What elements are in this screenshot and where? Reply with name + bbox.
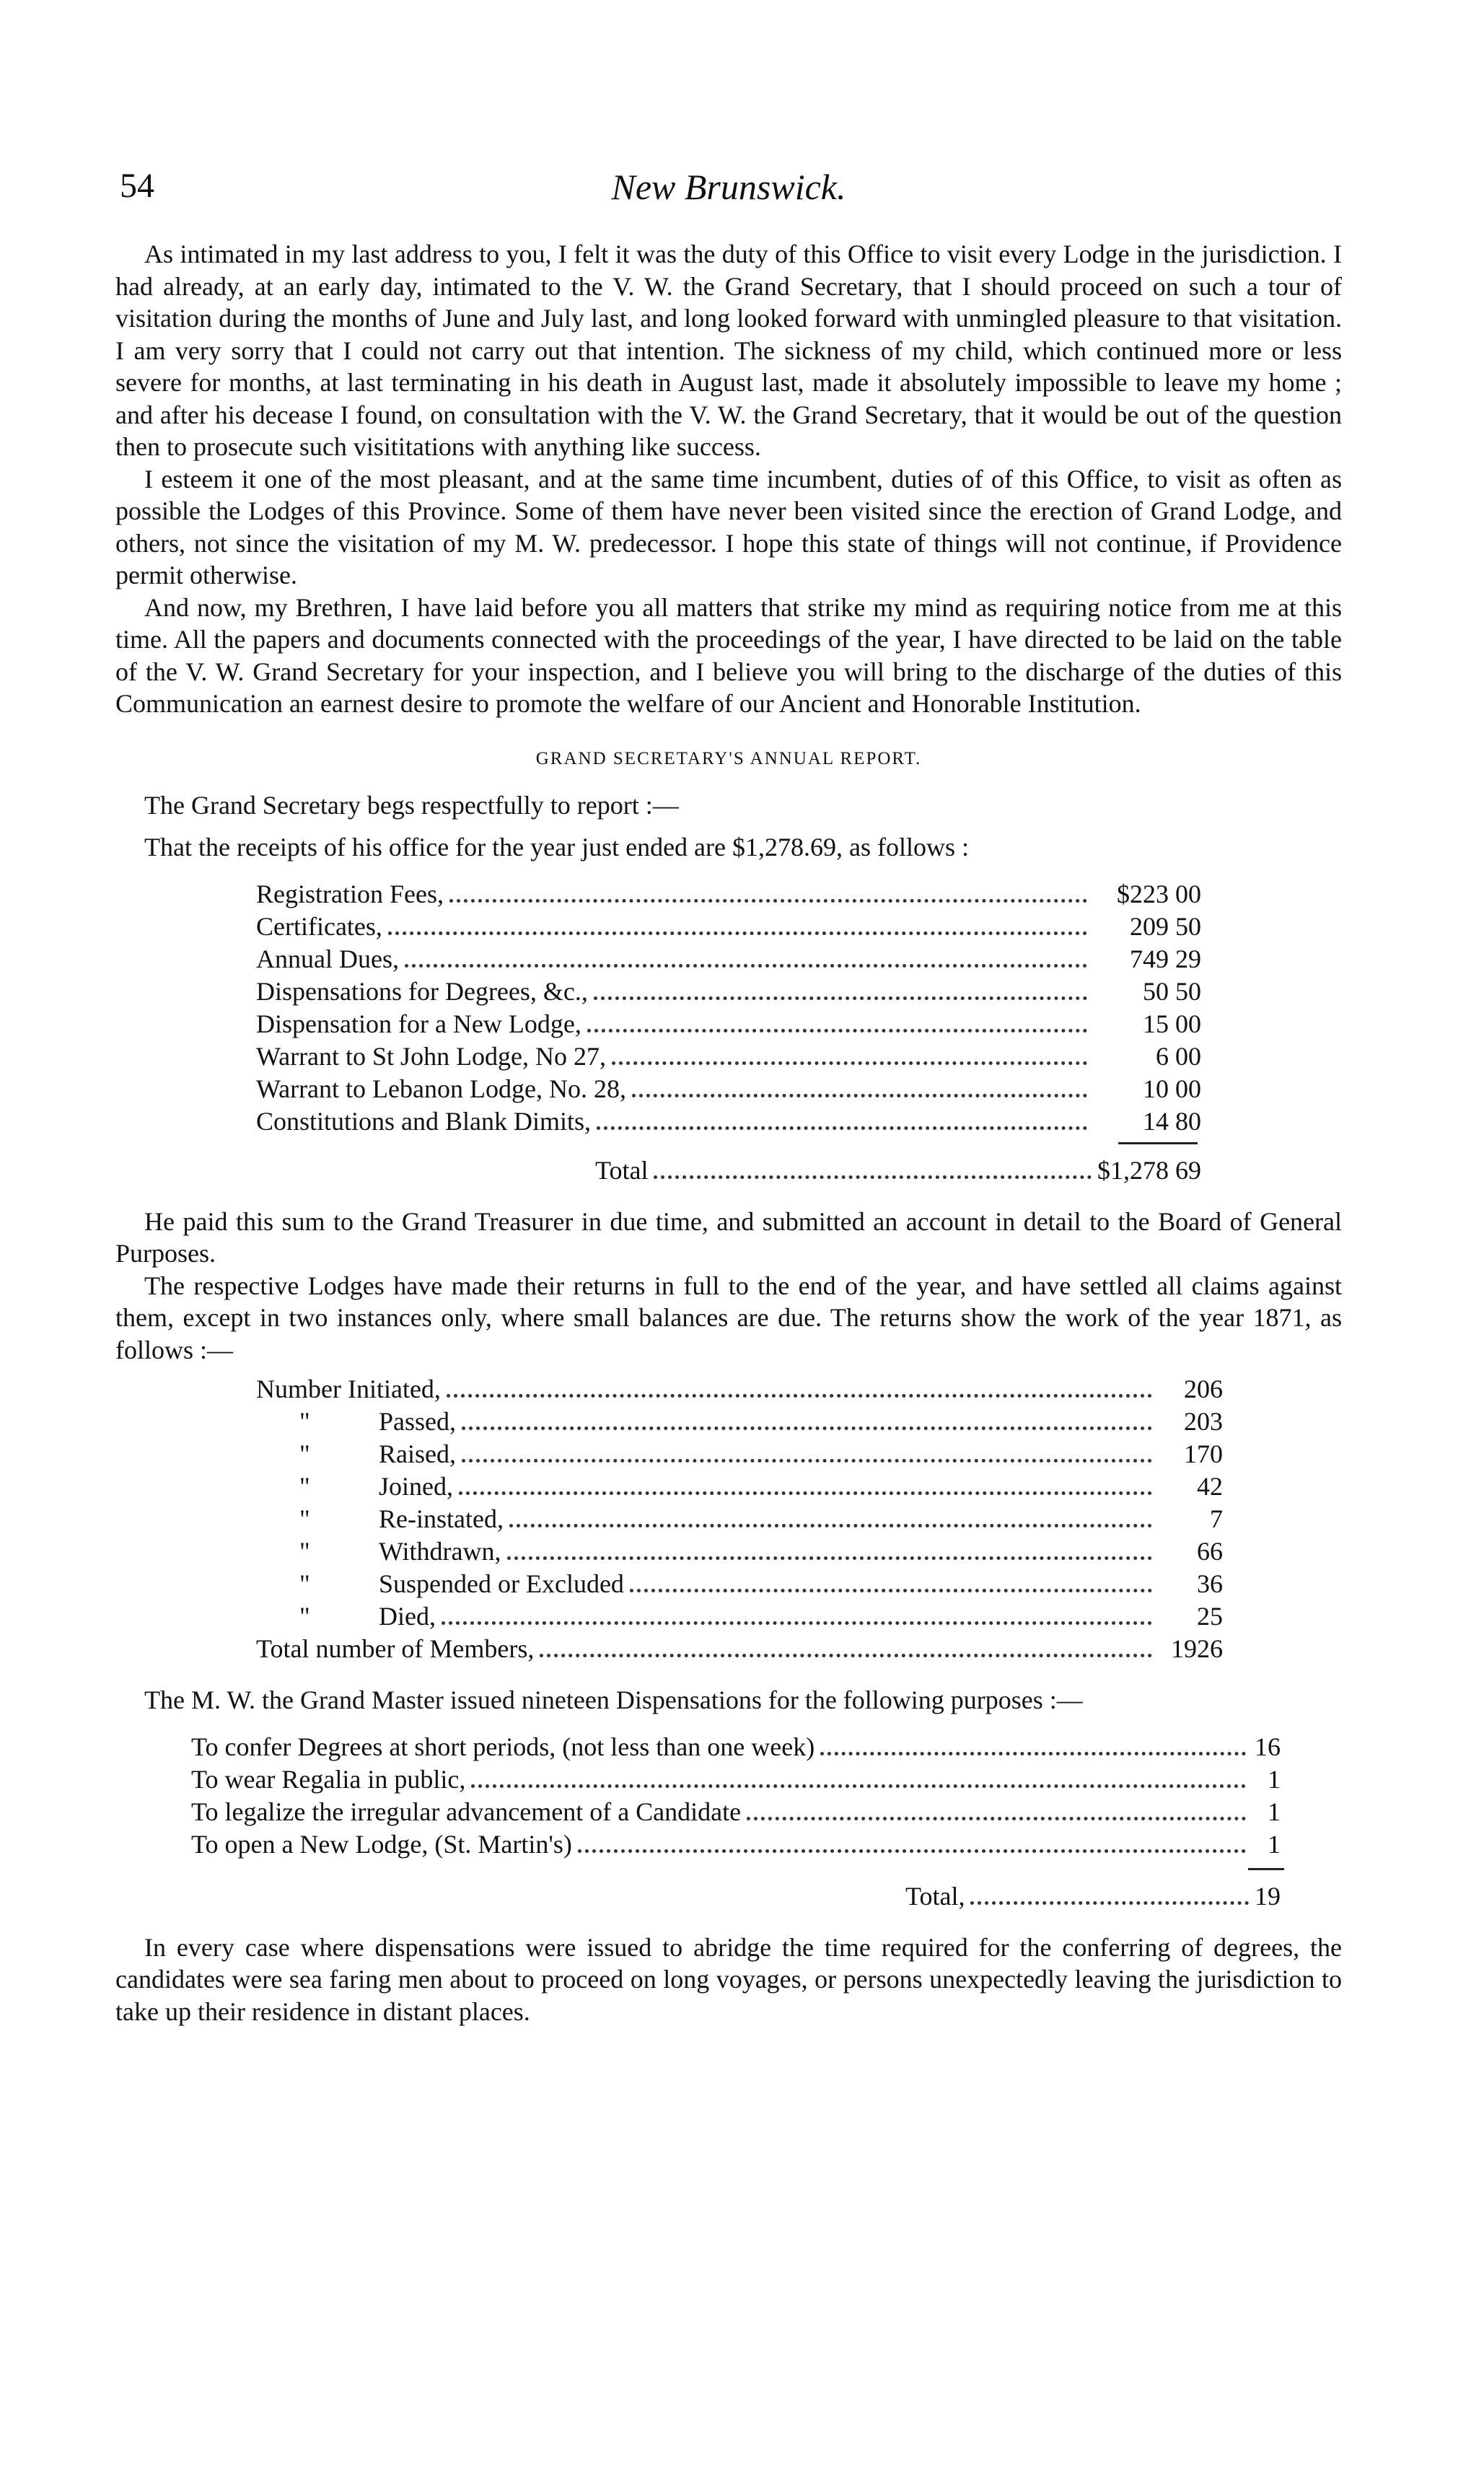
leader-dots — [594, 996, 1087, 1000]
receipt-amount: 749 29 — [1130, 944, 1201, 973]
leader-dots — [509, 1524, 1152, 1527]
leader-dots — [449, 899, 1087, 903]
dispensation-row — [191, 1828, 1281, 1861]
receipt-amount: 15 00 — [1143, 1009, 1201, 1038]
receipt-label: Certificates, — [256, 911, 382, 941]
receipt-row — [256, 878, 1201, 911]
receipt-row — [256, 1073, 1201, 1105]
report-intro-1: The Grand Secretary begs respectfully to report :— — [144, 790, 679, 820]
ditto-mark: " — [299, 1602, 310, 1631]
returns-label: Joined, — [379, 1472, 453, 1501]
returns-label: Suspended or Excluded — [379, 1569, 624, 1598]
receipt-amount: $223 00 — [1117, 879, 1201, 908]
leader-dots — [459, 1491, 1152, 1495]
returns-row — [256, 1535, 1223, 1568]
returns-value: 1926 — [1171, 1634, 1223, 1663]
receipt-label: Annual Dues, — [256, 944, 399, 973]
receipt-label: Dispensation for a New Lodge, — [256, 1009, 581, 1038]
dispensation-value: 16 — [1255, 1732, 1281, 1761]
returns-label: Raised, — [379, 1439, 456, 1468]
leader-dots — [970, 1901, 1249, 1905]
dispensation-row — [191, 1763, 1281, 1796]
leader-dots — [462, 1459, 1152, 1463]
ditto-mark: " — [299, 1472, 310, 1501]
receipt-amount: 50 50 — [1143, 976, 1201, 1006]
returns-value: 25 — [1197, 1602, 1223, 1631]
dispensation-row — [191, 1731, 1281, 1763]
leader-dots — [462, 1426, 1152, 1430]
receipt-row — [256, 1040, 1201, 1073]
returns-label: Re-instated, — [379, 1504, 504, 1533]
dispensation-label: To confer Degrees at short periods, (not less than one week) — [191, 1732, 815, 1761]
ditto-mark: " — [299, 1439, 310, 1468]
leader-dots — [507, 1556, 1152, 1560]
dispensation-value: 1 — [1268, 1764, 1281, 1794]
ditto-mark: " — [299, 1569, 310, 1598]
report-title: GRAND SECRETARY'S ANNUAL REPORT. — [535, 748, 922, 768]
receipt-row — [256, 911, 1201, 943]
leader-dots — [578, 1849, 1246, 1853]
receipt-label: Registration Fees, — [256, 879, 444, 908]
dispensation-value: 1 — [1268, 1797, 1281, 1826]
returns-value: 170 — [1184, 1439, 1223, 1468]
receipt-label: Warrant to Lebanon Lodge, No. 28, — [256, 1074, 626, 1103]
leader-dots — [747, 1817, 1246, 1820]
returns-total-row — [256, 1633, 1223, 1665]
receipt-amount: 209 50 — [1130, 911, 1201, 941]
returns-label: Passed, — [379, 1407, 456, 1436]
returns-table — [256, 1373, 1223, 1665]
returns-row — [256, 1568, 1223, 1600]
leader-dots — [442, 1621, 1152, 1625]
dispensation-row — [191, 1796, 1281, 1828]
sum-rule — [1248, 1868, 1284, 1870]
returns-value: 36 — [1197, 1569, 1223, 1598]
dispensation-label: To legalize the irregular advancement of a Candidate — [191, 1797, 742, 1826]
ditto-mark: " — [299, 1407, 310, 1436]
receipt-row — [256, 1105, 1201, 1138]
receipt-row — [256, 943, 1201, 976]
leader-dots — [612, 1061, 1087, 1065]
returns-row — [256, 1406, 1223, 1438]
leader-dots — [540, 1654, 1152, 1657]
receipts-total-amount: $1,278 69 — [1097, 1155, 1201, 1185]
returns-label: Died, — [379, 1602, 436, 1631]
returns-paragraph: The respective Lodges have made their returns in full to the end of the year, and have settled all claims against them, except in two instances only, where small balances are due. The returns show the work of the year 1871, as follows :— — [115, 1271, 1342, 1364]
returns-row — [256, 1503, 1223, 1535]
running-head: New Brunswick. — [611, 167, 846, 207]
paid-paragraph: He paid this sum to the Grand Treasurer in due time, and submitted an account in detail to the Board of General Purposes. — [115, 1206, 1342, 1268]
returns-value: 206 — [1184, 1375, 1223, 1403]
receipt-label: Dispensations for Degrees, &c., — [256, 976, 588, 1006]
receipt-label: Constitutions and Blank Dimits, — [256, 1106, 592, 1136]
dispensations-paragraph: The M. W. the Grand Master issued nineteen Dispensations for the following purposes :— — [144, 1685, 1083, 1714]
returns-label: Withdrawn, — [379, 1537, 501, 1566]
receipt-row — [256, 976, 1201, 1008]
leader-dots — [820, 1752, 1246, 1755]
address-paragraph-1: As intimated in my last address to you, I felt it was the duty of this Office to visit every Lodge in the jurisdiction. I had already, at an early day, intimated to the V. W. the Grand Secretary, that I should proceed on such a tour of visitation during the months of June and July last, and long looked forward with unmingled pleasure to that visitation. I am very sorry that I could not carry out that intention. The sickness of my child, which continued more or less severe for months, at last terminating in his death in August last, made it absolutely impossible to leave my home ; and after his decease I found, on consultation with the V. W. the Grand Secretary, that it would be out of the question then to prosecute such visititations with anything like success. — [115, 240, 1342, 461]
leader-dots — [597, 1126, 1087, 1130]
returns-label: Total number of Members, — [256, 1634, 535, 1663]
dispensation-label: To open a New Lodge, (St. Martin's) — [191, 1829, 572, 1859]
receipt-row — [256, 1008, 1201, 1040]
returns-label: Number Initiated, — [256, 1375, 441, 1403]
leader-dots — [447, 1394, 1152, 1398]
leader-dots — [654, 1175, 1092, 1179]
receipt-amount: 14 80 — [1143, 1106, 1201, 1136]
leader-dots — [587, 1029, 1087, 1033]
returns-value: 7 — [1210, 1504, 1223, 1533]
dispensation-value: 1 — [1268, 1829, 1281, 1859]
receipts-ledger — [256, 878, 1201, 1138]
leader-dots — [388, 931, 1087, 935]
receipts-total-row — [595, 1154, 1201, 1187]
page-header — [115, 166, 1342, 231]
book-page — [115, 166, 1342, 2027]
dispensations-table — [191, 1731, 1281, 1861]
dispensation-label: To wear Regalia in public, — [191, 1764, 466, 1794]
returns-row — [256, 1438, 1223, 1470]
report-intro-2: That the receipts of his office for the year just ended are $1,278.69, as follows : — [144, 833, 969, 862]
leader-dots — [405, 964, 1087, 968]
returns-row — [256, 1373, 1223, 1406]
leader-dots — [630, 1589, 1152, 1592]
returns-row — [256, 1600, 1223, 1633]
dispensations-total-label: Total, — [905, 1881, 965, 1911]
ditto-mark: " — [299, 1504, 310, 1533]
leader-dots — [471, 1784, 1246, 1788]
ditto-mark: " — [299, 1537, 310, 1566]
receipts-total-label: Total — [595, 1155, 649, 1185]
dispensations-total-row — [905, 1880, 1281, 1913]
returns-value: 66 — [1197, 1537, 1223, 1566]
dispensations-total-value: 19 — [1255, 1881, 1281, 1911]
address-paragraph-2: I esteem it one of the most pleasant, and at the same time incumbent, duties of of this Office, to visit as often as possible the Lodges of this Province. Some of them have never been visited since the erection of Grand Lodge, and others, not since the visitation of my M. W. predecessor. I hope this state of things will not continue, if Providence permit otherwise. — [115, 464, 1342, 589]
sum-rule — [1118, 1142, 1198, 1144]
receipt-amount: 6 00 — [1156, 1041, 1201, 1071]
page-number: 54 — [120, 167, 154, 205]
closing-paragraph: In every case where dispensations were issued to abridge the time required for the conferring of degrees, the candidates were sea faring men about to proceed on long voyages, or persons unexpectedly leaving the jurisdiction to take up their residence in distant places. — [115, 1932, 1342, 2026]
leader-dots — [632, 1094, 1087, 1097]
returns-value: 42 — [1197, 1472, 1223, 1501]
receipt-amount: 10 00 — [1143, 1074, 1201, 1103]
receipt-label: Warrant to St John Lodge, No 27, — [256, 1041, 607, 1071]
address-paragraph-3: And now, my Brethren, I have laid before you all matters that strike my mind as requiring notice from me at this time. All the papers and documents connected with the proceedings of the year, I have directed to be laid on the table of the V. W. Grand Secretary for your inspection, and I believe you will bring to the discharge of the duties of this Communication an earnest desire to promote the welfare of our Ancient and Honorable Institution. — [115, 592, 1342, 718]
returns-row — [256, 1470, 1223, 1503]
returns-value: 203 — [1184, 1407, 1223, 1436]
